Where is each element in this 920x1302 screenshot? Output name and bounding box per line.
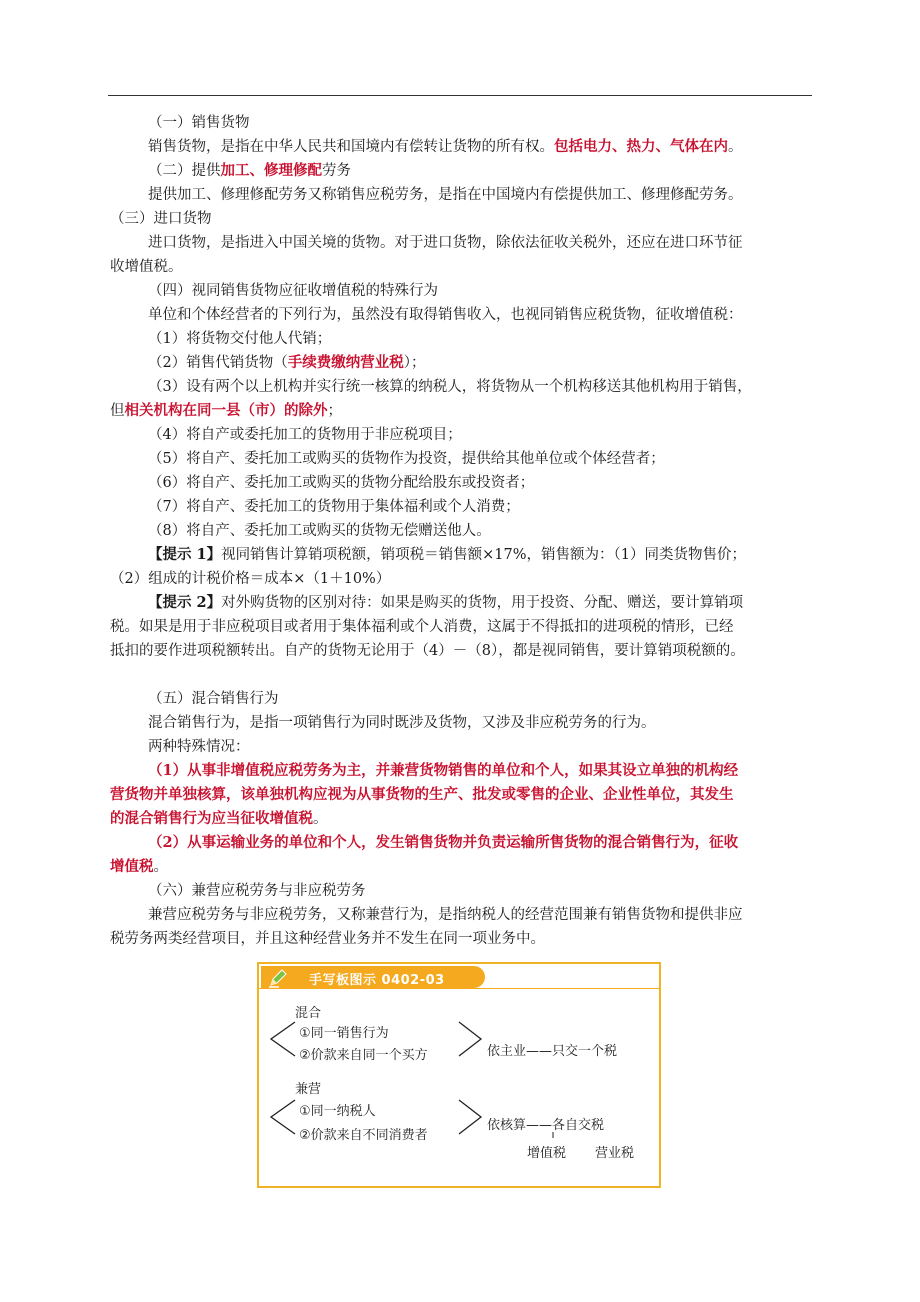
concurrent-item-1: ①同一纳税人 (299, 1104, 376, 1119)
line-text: 进口货物，是指进入中国关境的货物。对于进口货物，除依法征收关税外，还应在进口环节征 (148, 235, 743, 251)
mixed-result: 依主业——只交一个税 (487, 1044, 618, 1059)
highlight-text: 营货物并单独核算，该单独机构应视为从事货物的生产、批发或零售的企业、企业性单位，其发生 (110, 786, 734, 803)
line-text: （五）混合销售行为 (148, 691, 279, 707)
line-text: （4）将自产或委托加工的货物用于非应税项目； (148, 427, 462, 443)
line-text: 劳务 (322, 163, 351, 179)
text-line (148, 880, 366, 902)
line-text: 收增值税。 (110, 259, 183, 275)
line-text: 但 (110, 403, 125, 419)
text-line (148, 712, 656, 734)
highlight-text: 的混合销售行为应当征收增值税 (110, 810, 313, 827)
line-text: 两种特殊情况： (148, 739, 250, 755)
board-title: 手写板图示 0402-03 (309, 973, 445, 988)
highlight-text: 相关机构在同一县（市）的除外 (124, 402, 328, 419)
line-text: 单位和个体经营者的下列行为，虽然没有取得销售收入，也视同销售应税货物，征收增值税： (148, 307, 743, 323)
text-line (148, 376, 752, 398)
tax-business-label: 营业税 (595, 1146, 635, 1161)
text-line (148, 232, 743, 254)
mixed-left-bracket (271, 1022, 295, 1056)
line-text: 销售货物，是指在中华人民共和国境内有偿转让货物的所有权。 (148, 139, 554, 155)
line-text: 对外购货物的区别对待：如果是购买的货物，用于投资、分配、赠送，要计算销项 (221, 595, 744, 611)
line-text: 【提示 2】 (148, 594, 222, 611)
text-line (148, 472, 534, 494)
text-line (148, 520, 491, 542)
text-line (148, 448, 665, 470)
line-text: （二）提供 (148, 163, 221, 179)
highlight-text: 手续费缴纳营业税 (287, 354, 404, 371)
mixed-item-2: ②价款来自同一个买方 (299, 1048, 428, 1063)
text-line (110, 400, 342, 422)
line-text: （5）将自产、委托加工或购买的货物作为投资，提供给其他单位或个体经营者； (148, 451, 665, 467)
tax-vat-label: 增值税 (527, 1146, 567, 1161)
text-line (148, 544, 746, 566)
line-text: 抵扣的要作进项税额转出。自产的货物无论用于（4）－（8），都是视同销售，要计算销项税额的。 (110, 643, 745, 659)
mixed-item-1: ①同一销售行为 (299, 1026, 389, 1041)
concurrent-result: 依核算——各自交税 (487, 1118, 605, 1133)
text-line (148, 328, 331, 350)
text-line (110, 208, 212, 230)
line-text: ）； (403, 355, 426, 371)
text-line (148, 424, 462, 446)
text-line (148, 592, 743, 614)
line-text: 。 (728, 139, 743, 155)
line-text: （3）设有两个以上机构并实行统一核算的纳税人，将货物从一个机构移送其他机构用于销售， (148, 379, 752, 395)
text-line (110, 640, 745, 662)
line-text: （1）将货物交付他人代销； (148, 331, 332, 347)
line-text: （2）组成的计税价格＝成本×（1＋10%） (110, 571, 391, 587)
highlight-text: 增值税 (110, 858, 154, 875)
text-line (148, 904, 743, 926)
line-text: （四）视同销售货物应征收增值税的特殊行为 (148, 283, 438, 299)
highlight-text: 包括电力、热力、气体在内 (554, 138, 728, 155)
text-line (110, 928, 545, 950)
text-line (110, 808, 328, 830)
line-text: （8）将自产、委托加工或购买的货物无偿赠送他人。 (148, 523, 491, 539)
line-text: 。 (313, 811, 328, 827)
line-text: （三）进口货物 (110, 211, 212, 227)
text-line (110, 256, 183, 278)
line-text: 税劳务两类经营项目，并且这种经营业务并不发生在同一项业务中。 (110, 931, 545, 947)
concurrent-right-bracket (459, 1100, 481, 1134)
text-line (148, 760, 738, 782)
text-line (110, 856, 168, 878)
handwriting-board (257, 962, 661, 1188)
text-line (110, 616, 734, 638)
text-line (148, 136, 743, 158)
mixed-right-bracket (459, 1022, 481, 1056)
text-line (148, 352, 425, 374)
concurrent-left-bracket (271, 1100, 295, 1134)
text-line (148, 688, 279, 710)
text-line (110, 568, 390, 590)
line-text: （2）销售代销货物（ (148, 355, 288, 371)
concurrent-label: 兼营 (295, 1082, 322, 1097)
text-line (148, 184, 743, 206)
header-rule (108, 95, 812, 96)
text-line (110, 784, 734, 806)
line-text: 提供加工、修理修配劳务又称销售应税劳务，是指在中国境内有偿提供加工、修理修配劳务。 (148, 187, 743, 203)
text-line (148, 280, 438, 302)
line-text: 税。如果是用于非应税项目或者用于集体福利或个人消费，这属于不得抵扣的进项税的情形，已经 (110, 619, 734, 635)
line-text: （6）将自产、委托加工或购买的货物分配给股东或投资者； (148, 475, 535, 491)
line-text: 视同销售计算销项税额，销项税＝销售额×17%，销售额为：（1）同类货物售价； (221, 547, 746, 563)
line-text: ； (327, 403, 342, 419)
line-text: （六）兼营应税劳务与非应税劳务 (148, 883, 366, 899)
line-text: （一）销售货物 (148, 115, 250, 131)
text-line (148, 160, 351, 182)
highlight-text: （1）从事非增值税应税劳务为主，并兼营货物销售的单位和个人，如果其设立单独的机构经 (148, 762, 739, 779)
highlight-text: 加工、修理修配 (220, 162, 322, 179)
text-line (148, 496, 520, 518)
text-line (148, 304, 743, 326)
line-text: 【提示 1】 (148, 546, 222, 563)
highlight-text: （2）从事运输业务的单位和个人，发生销售货物并负责运输所售货物的混合销售行为，征收 (148, 834, 739, 851)
text-line (148, 832, 738, 854)
line-text: （7）将自产、委托加工的货物用于集体福利或个人消费； (148, 499, 520, 515)
line-text: 混合销售行为，是指一项销售行为同时既涉及货物，又涉及非应税劳务的行为。 (148, 715, 656, 731)
text-line (148, 112, 250, 134)
concurrent-item-2: ②价款来自不同消费者 (299, 1128, 428, 1143)
line-text: 。 (153, 859, 168, 875)
mixed-label: 混合 (295, 1006, 322, 1021)
text-line (148, 736, 250, 758)
line-text: 兼营应税劳务与非应税劳务，又称兼营行为，是指纳税人的经营范围兼有销售货物和提供非应 (148, 907, 743, 923)
